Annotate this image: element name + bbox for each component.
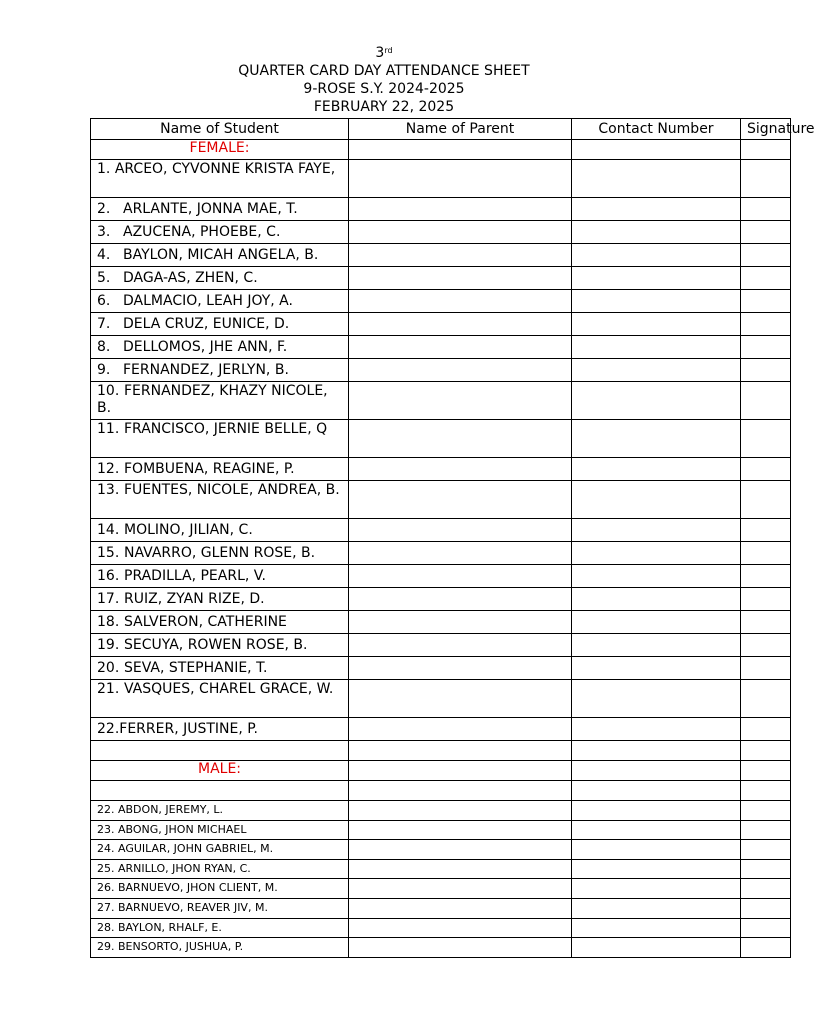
blank-cell bbox=[349, 680, 572, 718]
blank-cell bbox=[572, 588, 741, 611]
student-name bbox=[91, 198, 349, 221]
blank-cell bbox=[741, 657, 791, 680]
blank-cell bbox=[572, 519, 741, 542]
blank-cell bbox=[572, 859, 741, 879]
blank-cell bbox=[349, 761, 572, 781]
blank-cell bbox=[572, 267, 741, 290]
blank-cell bbox=[572, 140, 741, 160]
blank-cell bbox=[741, 198, 791, 221]
blank-cell bbox=[741, 420, 791, 458]
student-number: 11. bbox=[97, 421, 120, 437]
student-name bbox=[91, 160, 349, 198]
student-fullname: FRANCISCO, JERNIE BELLE, Q bbox=[124, 421, 328, 437]
blank-cell bbox=[741, 840, 791, 860]
blank-cell bbox=[741, 382, 791, 420]
student-number: 18. bbox=[97, 614, 120, 630]
col-contact-number: Contact Number bbox=[572, 119, 741, 140]
blank-cell bbox=[572, 918, 741, 938]
blank-cell bbox=[349, 313, 572, 336]
blank-cell bbox=[349, 221, 572, 244]
blank-cell bbox=[349, 611, 572, 634]
student-fullname: FOMBUENA, REAGINE, P. bbox=[124, 461, 295, 477]
student-number: 19. bbox=[97, 637, 120, 653]
student-name bbox=[91, 718, 349, 741]
student-number: 3. bbox=[97, 224, 111, 240]
blank-cell bbox=[741, 898, 791, 918]
section-label: MALE: bbox=[91, 761, 349, 781]
blank-cell bbox=[572, 781, 741, 801]
table-row bbox=[91, 918, 791, 938]
section-label: FEMALE: bbox=[91, 140, 349, 160]
student-name bbox=[91, 634, 349, 657]
blank-cell bbox=[349, 336, 572, 359]
blank-cell bbox=[741, 267, 791, 290]
table-row bbox=[91, 481, 791, 519]
student-number: 4. bbox=[97, 247, 111, 263]
student-number: 9. bbox=[97, 362, 111, 378]
table-row bbox=[91, 336, 791, 359]
blank-cell bbox=[572, 820, 741, 840]
student-number: 14. bbox=[97, 522, 120, 538]
blank-cell bbox=[349, 481, 572, 519]
female-section-row bbox=[91, 140, 791, 160]
student-number: 22. bbox=[97, 721, 120, 737]
table-row bbox=[91, 267, 791, 290]
blank-cell bbox=[741, 519, 791, 542]
table-row bbox=[91, 657, 791, 680]
student-number: 20. bbox=[97, 660, 120, 676]
blank-cell bbox=[741, 458, 791, 481]
attendance-body bbox=[91, 140, 791, 958]
student-fullname: ARCEO, CYVONNE KRISTA FAYE, bbox=[114, 161, 336, 177]
blank-cell bbox=[572, 879, 741, 899]
blank-cell bbox=[741, 781, 791, 801]
student-name bbox=[91, 680, 349, 718]
blank-cell bbox=[741, 611, 791, 634]
blank-cell bbox=[349, 140, 572, 160]
blank-cell bbox=[572, 761, 741, 781]
student-name bbox=[91, 458, 349, 481]
blank-cell bbox=[572, 542, 741, 565]
student-name bbox=[91, 244, 349, 267]
student-fullname: MOLINO, JILIAN, C. bbox=[124, 522, 253, 538]
student-number: 12. bbox=[97, 461, 120, 477]
student-fullname: PRADILLA, PEARL, V. bbox=[124, 568, 267, 584]
table-row bbox=[91, 198, 791, 221]
blank-cell bbox=[572, 244, 741, 267]
blank-cell bbox=[572, 898, 741, 918]
student-name bbox=[91, 588, 349, 611]
student-name bbox=[91, 221, 349, 244]
blank-cell bbox=[741, 336, 791, 359]
blank-cell bbox=[572, 420, 741, 458]
table-row bbox=[91, 680, 791, 718]
blank-cell bbox=[572, 657, 741, 680]
table-row bbox=[91, 938, 791, 958]
student-name bbox=[91, 382, 349, 420]
student-fullname: RUIZ, ZYAN RIZE, D. bbox=[124, 591, 265, 607]
blank-cell bbox=[741, 542, 791, 565]
student-name bbox=[91, 290, 349, 313]
blank-cell bbox=[572, 382, 741, 420]
student-fullname: NAVARRO, GLENN ROSE, B. bbox=[124, 545, 316, 561]
blank-cell bbox=[349, 588, 572, 611]
blank-cell bbox=[572, 680, 741, 718]
blank-cell bbox=[91, 781, 349, 801]
blank-cell bbox=[741, 918, 791, 938]
blank-cell bbox=[572, 718, 741, 741]
student-name: 28. BAYLON, RHALF, E. bbox=[91, 918, 349, 938]
blank-cell bbox=[572, 290, 741, 313]
blank-cell bbox=[349, 198, 572, 221]
student-number: 21. bbox=[97, 681, 120, 697]
student-number: 6. bbox=[97, 293, 111, 309]
blank-cell bbox=[349, 565, 572, 588]
student-name bbox=[91, 420, 349, 458]
blank-cell bbox=[349, 290, 572, 313]
blank-cell bbox=[349, 918, 572, 938]
sheet-title: QUARTER CARD DAY ATTENDANCE SHEET bbox=[238, 63, 530, 79]
student-name: 25. ARNILLO, JHON RYAN, C. bbox=[91, 859, 349, 879]
student-name bbox=[91, 313, 349, 336]
student-name: 23. ABONG, JHON MICHAEL bbox=[91, 820, 349, 840]
blank-cell bbox=[349, 898, 572, 918]
blank-cell bbox=[741, 140, 791, 160]
table-row bbox=[91, 458, 791, 481]
col-signature: Signature bbox=[741, 119, 791, 140]
attendance-table bbox=[90, 118, 815, 958]
student-number: 7. bbox=[97, 316, 111, 332]
blank-cell bbox=[349, 420, 572, 458]
student-fullname: AZUCENA, PHOEBE, C. bbox=[123, 224, 281, 240]
student-fullname: SECUYA, ROWEN ROSE, B. bbox=[124, 637, 308, 653]
blank-cell bbox=[349, 820, 572, 840]
table-row bbox=[91, 519, 791, 542]
blank-cell bbox=[349, 718, 572, 741]
student-name: 22. ABDON, JEREMY, L. bbox=[91, 801, 349, 821]
blank-cell bbox=[741, 481, 791, 519]
blank-cell bbox=[741, 718, 791, 741]
student-fullname: FERNANDEZ, KHAZY NICOLE, B. bbox=[97, 383, 328, 416]
blank-cell bbox=[572, 611, 741, 634]
blank-cell bbox=[741, 588, 791, 611]
blank-cell bbox=[349, 801, 572, 821]
table-row bbox=[91, 801, 791, 821]
section-year: 9-ROSE S.Y. 2024-2025 bbox=[303, 81, 465, 97]
blank-cell bbox=[572, 634, 741, 657]
table-row bbox=[91, 565, 791, 588]
student-name bbox=[91, 542, 349, 565]
blank-cell bbox=[349, 244, 572, 267]
blank-cell bbox=[741, 820, 791, 840]
student-fullname: BAYLON, MICAH ANGELA, B. bbox=[123, 247, 319, 263]
table-row bbox=[91, 313, 791, 336]
table-row bbox=[91, 634, 791, 657]
blank-cell bbox=[349, 382, 572, 420]
blank-cell bbox=[349, 542, 572, 565]
blank-cell bbox=[91, 741, 349, 761]
blank-cell bbox=[572, 741, 741, 761]
blank-cell bbox=[349, 741, 572, 761]
student-number: 16. bbox=[97, 568, 120, 584]
student-fullname: DAGA-AS, ZHEN, C. bbox=[123, 270, 258, 286]
student-number: 2. bbox=[97, 201, 111, 217]
student-name bbox=[91, 267, 349, 290]
blank-cell bbox=[349, 458, 572, 481]
blank-cell bbox=[349, 781, 572, 801]
blank-cell bbox=[349, 657, 572, 680]
blank-cell bbox=[349, 859, 572, 879]
blank-cell bbox=[349, 634, 572, 657]
blank-cell bbox=[741, 741, 791, 761]
student-name bbox=[91, 336, 349, 359]
table-row bbox=[91, 588, 791, 611]
male-section-row bbox=[91, 761, 791, 781]
sheet-date: FEBRUARY 22, 2025 bbox=[313, 99, 455, 115]
student-name: 29. BENSORTO, JUSHUA, P. bbox=[91, 938, 349, 958]
quarter-label: 3rd bbox=[375, 45, 393, 61]
blank-cell bbox=[572, 336, 741, 359]
student-number: 1. bbox=[97, 161, 111, 177]
blank-cell bbox=[572, 565, 741, 588]
student-number: 8. bbox=[97, 339, 111, 355]
student-fullname: VASQUES, CHAREL GRACE, W. bbox=[124, 681, 334, 697]
table-row bbox=[91, 820, 791, 840]
student-name: 27. BARNUEVO, REAVER JIV, M. bbox=[91, 898, 349, 918]
student-fullname: FERRER, JUSTINE, P. bbox=[119, 721, 258, 737]
blank-cell bbox=[349, 160, 572, 198]
blank-cell bbox=[741, 859, 791, 879]
student-name bbox=[91, 657, 349, 680]
student-name bbox=[91, 565, 349, 588]
table-row bbox=[91, 859, 791, 879]
student-fullname: SALVERON, CATHERINE bbox=[124, 614, 287, 630]
col-student-name: Name of Student bbox=[91, 119, 349, 140]
student-fullname: DELA CRUZ, EUNICE, D. bbox=[123, 316, 290, 332]
student-fullname: SEVA, STEPHANIE, T. bbox=[124, 660, 268, 676]
student-number: 10. bbox=[97, 383, 120, 399]
student-number: 15. bbox=[97, 545, 120, 561]
table-row bbox=[91, 221, 791, 244]
blank-cell bbox=[741, 160, 791, 198]
table-row bbox=[91, 898, 791, 918]
blank-cell bbox=[741, 879, 791, 899]
blank-cell bbox=[349, 840, 572, 860]
blank-cell bbox=[572, 313, 741, 336]
blank-cell bbox=[741, 244, 791, 267]
blank-cell bbox=[741, 359, 791, 382]
table-row bbox=[91, 160, 791, 198]
blank-cell bbox=[741, 680, 791, 718]
blank-cell bbox=[349, 519, 572, 542]
table-header-row bbox=[91, 119, 791, 140]
blank-cell bbox=[572, 359, 741, 382]
student-fullname: ARLANTE, JONNA MAE, T. bbox=[123, 201, 298, 217]
table-row bbox=[91, 611, 791, 634]
table-row bbox=[91, 840, 791, 860]
student-number: 13. bbox=[97, 482, 120, 498]
blank-cell bbox=[741, 565, 791, 588]
blank-cell bbox=[572, 840, 741, 860]
student-fullname: DALMACIO, LEAH JOY, A. bbox=[123, 293, 293, 309]
table-row bbox=[91, 359, 791, 382]
table-row bbox=[91, 420, 791, 458]
blank-cell bbox=[349, 267, 572, 290]
blank-cell bbox=[349, 359, 572, 382]
blank-cell bbox=[741, 221, 791, 244]
table-row bbox=[91, 718, 791, 741]
col-parent-name: Name of Parent bbox=[349, 119, 572, 140]
student-fullname: FUENTES, NICOLE, ANDREA, B. bbox=[124, 482, 340, 498]
student-number: 5. bbox=[97, 270, 111, 286]
table-row bbox=[91, 290, 791, 313]
blank-cell bbox=[572, 481, 741, 519]
blank-cell bbox=[572, 221, 741, 244]
student-name bbox=[91, 519, 349, 542]
empty-row bbox=[91, 781, 791, 801]
table-row bbox=[91, 382, 791, 420]
blank-cell bbox=[741, 634, 791, 657]
student-name bbox=[91, 611, 349, 634]
table-row bbox=[91, 244, 791, 267]
blank-cell bbox=[572, 198, 741, 221]
blank-cell bbox=[741, 313, 791, 336]
blank-cell bbox=[741, 761, 791, 781]
student-number: 17. bbox=[97, 591, 120, 607]
blank-cell bbox=[349, 879, 572, 899]
student-fullname: FERNANDEZ, JERLYN, B. bbox=[123, 362, 289, 378]
student-name bbox=[91, 359, 349, 382]
student-name bbox=[91, 481, 349, 519]
student-name: 26. BARNUEVO, JHON CLIENT, M. bbox=[91, 879, 349, 899]
blank-cell bbox=[572, 160, 741, 198]
blank-cell bbox=[572, 801, 741, 821]
blank-cell bbox=[572, 938, 741, 958]
table-row bbox=[91, 542, 791, 565]
table-row bbox=[91, 879, 791, 899]
student-name: 24. AGUILAR, JOHN GABRIEL, M. bbox=[91, 840, 349, 860]
blank-cell bbox=[572, 458, 741, 481]
blank-cell bbox=[741, 938, 791, 958]
blank-cell bbox=[349, 938, 572, 958]
blank-cell bbox=[741, 290, 791, 313]
empty-row bbox=[91, 741, 791, 761]
blank-cell bbox=[741, 801, 791, 821]
student-fullname: DELLOMOS, JHE ANN, F. bbox=[123, 339, 288, 355]
sheet-header bbox=[0, 44, 768, 116]
